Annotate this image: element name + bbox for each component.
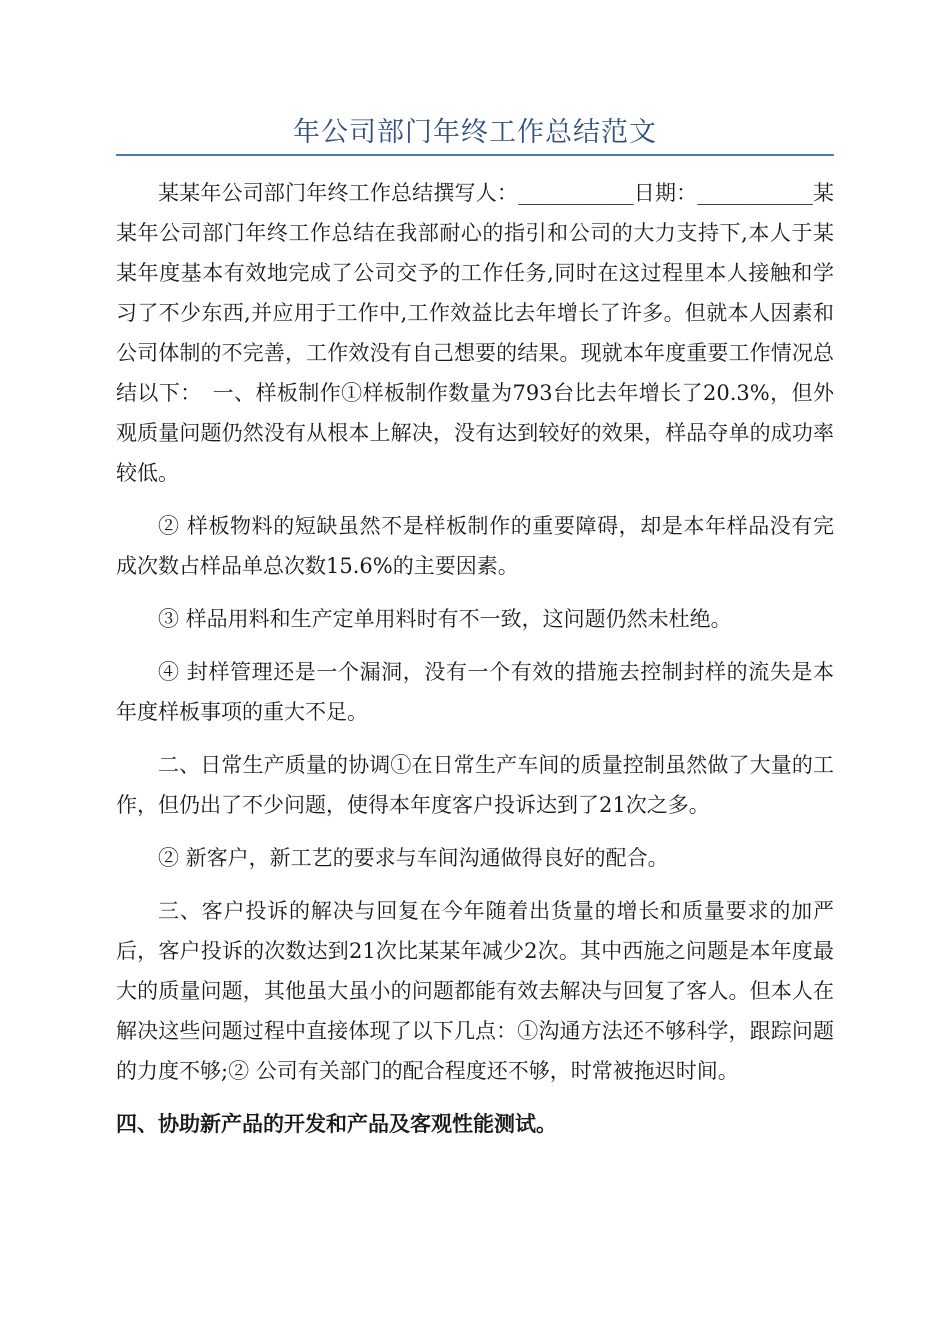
paragraph-item-3: ③ 样品用料和生产定单用料时有不一致，这问题仍然未杜绝。: [158, 607, 732, 631]
paragraph-section-2: 二、日常生产质量的协调①在日常生产车间的质量控制虽然做了大量的工作，但仍出了不少问题，使得本年度客户投诉达到了21次之多。: [116, 753, 834, 817]
paragraph-item-4: ④ 封样管理还是一个漏洞，没有一个有效的措施去控制封样的流失是本年度样板事项的重大不足。: [116, 660, 834, 724]
paragraph-item-2: ② 样板物料的短缺虽然不是样板制作的重要障碍，却是本年样品没有完成次数占样品单总次数15.6%的主要因素。: [116, 514, 834, 578]
paragraph-section-2-item-2: ② 新客户，新工艺的要求与车间沟通做得良好的配合。: [158, 846, 669, 870]
paragraph-section-3: 三、客户投诉的解决与回复在今年随着出货量的增长和质量要求的加严后，客户投诉的次数达到21次比某某年减少2次。其中西施之问题是本年度最大的质量问题，其他虽大虽小的问题都能有效去解决与回复了客人。但本人在解决这些问题过程中直接体现了以下几点：①沟通方法还不够科学，跟踪问题的力度不够;② 公司有关部门的配合程度还不够，时常被拖迟时间。: [116, 899, 834, 1083]
document-body: [116, 173, 834, 1157]
paragraph-intro: 某某年公司部门年终工作总结撰写人：___________日期：___________某某年公司部门年终工作总结在我部耐心的指引和公司的大力支持下,本人于某某年度基本有效地完成了公司交予的工作任务,同时在这过程里本人接触和学习了不少东西,并应用于工作中,工作效益比去年增长了许多。但就本人因素和公司体制的不完善，工作效没有自己想要的结果。现就本年度重要工作情况总结以下： 一、样板制作①样板制作数量为793台比去年增长了20.3%，但外观质量问题仍然没有从根本上解决，没有达到较好的效果，样品夺单的成功率较低。: [116, 181, 834, 485]
title-underline: [116, 154, 834, 156]
document-title: 年公司部门年终工作总结范文: [293, 117, 657, 148]
section-heading-4: 四、协助新产品的开发和产品及客观性能测试。: [116, 1112, 557, 1136]
